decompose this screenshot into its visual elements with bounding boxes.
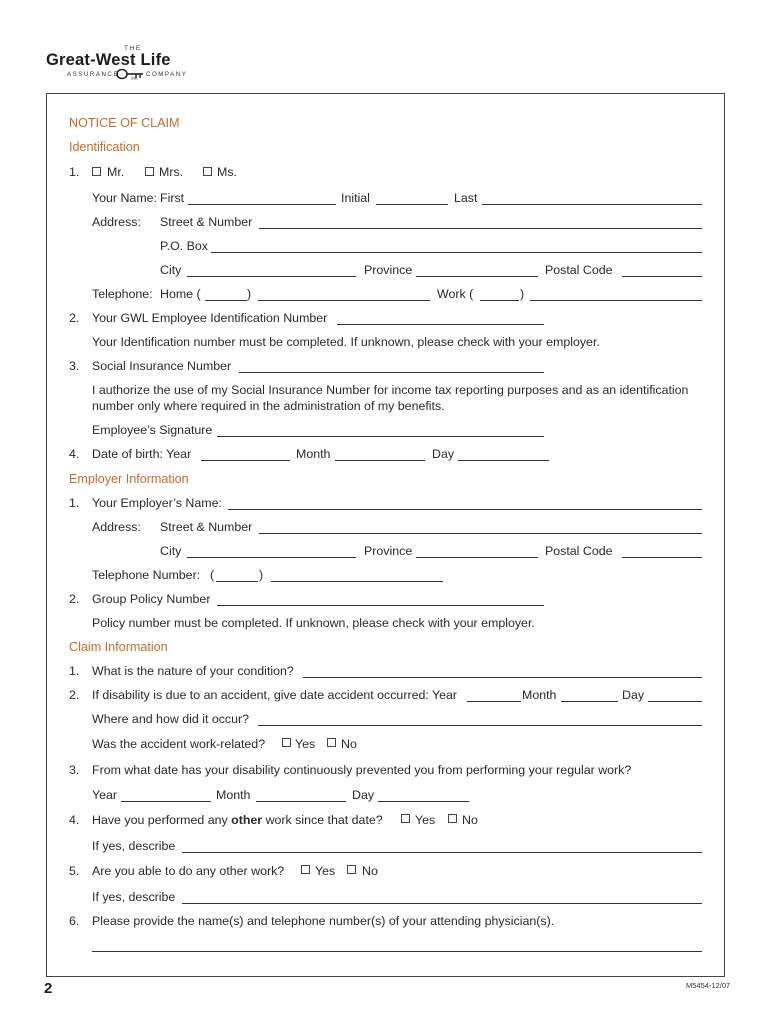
- since-month-field[interactable]: [256, 801, 346, 802]
- claim-q2-number: 2.: [69, 688, 80, 702]
- dob-month-label: Month: [296, 447, 331, 461]
- street-number-label: Street & Number: [160, 215, 253, 229]
- checkbox-mr[interactable]: [92, 167, 101, 176]
- logo-assurance: ASSURANCE: [67, 71, 120, 78]
- initial-field[interactable]: [376, 204, 448, 205]
- checkbox-mrs[interactable]: [145, 167, 154, 176]
- authorize-text-line1: I authorize the use of my Social Insurance Number for income tax reporting purposes and as an identification: [92, 383, 689, 397]
- po-box-field[interactable]: [211, 252, 702, 253]
- identification-heading: Identification: [69, 140, 140, 154]
- other-work-describe-label: If yes, describe: [92, 839, 176, 853]
- group-policy-field[interactable]: [217, 605, 544, 606]
- emp-street-field[interactable]: [259, 533, 702, 534]
- work-related-no-label: No: [341, 737, 357, 751]
- emp-area-code-field[interactable]: [216, 581, 258, 582]
- other-work-bold: other: [231, 813, 263, 827]
- work-related-yes-label: Yes: [295, 737, 316, 751]
- employer-name-label: Your Employer’s Name:: [92, 496, 222, 510]
- address-label: Address:: [92, 215, 141, 229]
- able-yes-label: Yes: [315, 864, 336, 878]
- last-name-field[interactable]: [482, 204, 702, 205]
- employer-name-field[interactable]: [228, 509, 702, 510]
- emp-q2-number: 2.: [69, 592, 80, 606]
- postal-code-label: Postal Code: [545, 263, 613, 277]
- claim-q3-number: 3.: [69, 763, 80, 777]
- able-other-work-label: Are you able to do any other work?: [92, 864, 285, 878]
- q3-number: 3.: [69, 359, 80, 373]
- since-month-label: Month: [216, 788, 251, 802]
- last-name-label: Last: [454, 191, 478, 205]
- claim-heading: Claim Information: [69, 640, 168, 654]
- authorize-text-line2: number only where required in the administration of my benefits.: [92, 399, 445, 413]
- emp-tel-paren-close: ): [259, 568, 264, 582]
- since-day-label: Day: [352, 788, 375, 802]
- your-name-label: Your Name:: [92, 191, 157, 205]
- home-phone-label: Home (: [160, 287, 201, 301]
- claim-q5-number: 5.: [69, 864, 80, 878]
- work-related-label: Was the accident work-related?: [92, 737, 266, 751]
- gwl-id-field[interactable]: [337, 324, 544, 325]
- claim-q1-number: 1.: [69, 664, 80, 678]
- since-day-field[interactable]: [378, 801, 469, 802]
- gwl-id-label: Your GWL Employee Identification Number: [92, 311, 328, 325]
- physicians-label: Please provide the name(s) and telephone number(s) of your attending physician(s).: [92, 914, 555, 928]
- physicians-field[interactable]: [92, 951, 702, 952]
- emp-phone-field[interactable]: [271, 581, 443, 582]
- able-describe-field[interactable]: [182, 903, 702, 904]
- accident-day-field[interactable]: [648, 701, 702, 702]
- nature-label: What is the nature of your condition?: [92, 664, 294, 678]
- key-logo-icon: [116, 68, 146, 80]
- dob-day-label: Day: [432, 447, 455, 461]
- signature-field[interactable]: [217, 436, 544, 437]
- home-area-code-field[interactable]: [205, 300, 247, 301]
- q2-number: 2.: [69, 311, 80, 325]
- dob-year-field[interactable]: [201, 460, 290, 461]
- checkbox-able-yes[interactable]: [301, 865, 310, 874]
- other-work-no-label: No: [462, 813, 478, 827]
- dob-day-field[interactable]: [458, 460, 549, 461]
- accident-day-label: Day: [622, 688, 645, 702]
- accident-year-field[interactable]: [467, 701, 521, 702]
- form-code: M5454-12/07: [686, 981, 731, 990]
- checkbox-other-work-yes[interactable]: [401, 814, 410, 823]
- sin-label: Social Insurance Number: [92, 359, 232, 373]
- checkbox-other-work-no[interactable]: [448, 814, 457, 823]
- province-label: Province: [364, 263, 413, 277]
- emp-q1-number: 1.: [69, 496, 80, 510]
- first-name-label: First: [160, 191, 185, 205]
- emp-city-field[interactable]: [187, 557, 356, 558]
- street-number-field[interactable]: [259, 228, 702, 229]
- accident-month-field[interactable]: [561, 701, 618, 702]
- key-logo-text: GWL: [131, 76, 139, 80]
- claim-q6-number: 6.: [69, 914, 80, 928]
- label-ms: Ms.: [217, 165, 237, 179]
- accident-month-label: Month: [522, 688, 557, 702]
- since-year-label: Year: [92, 788, 118, 802]
- telephone-label: Telephone:: [92, 287, 153, 301]
- id-note: Your Identification number must be completed. If unknown, please check with your employer.: [92, 335, 600, 349]
- accident-year-label: If disability is due to an accident, give date accident occurred: Year: [92, 688, 458, 702]
- work-phone-field[interactable]: [530, 300, 702, 301]
- emp-province-label: Province: [364, 544, 413, 558]
- province-field[interactable]: [416, 276, 538, 277]
- checkbox-ms[interactable]: [203, 167, 212, 176]
- other-work-describe-field[interactable]: [182, 852, 702, 853]
- other-work-question: [92, 813, 383, 827]
- policy-note: Policy number must be completed. If unknown, please check with your employer.: [92, 616, 535, 630]
- page-number: 2: [44, 980, 53, 997]
- q1-number: 1.: [69, 165, 80, 179]
- logo-company: COMPANY: [146, 71, 188, 78]
- form-title: NOTICE OF CLAIM: [69, 116, 180, 130]
- dob-year-label: Date of birth: Year: [92, 447, 192, 461]
- home-paren-close: ): [247, 287, 252, 301]
- emp-city-label: City: [160, 544, 182, 558]
- group-policy-label: Group Policy Number: [92, 592, 211, 606]
- dob-month-field[interactable]: [335, 460, 425, 461]
- emp-street-label: Street & Number: [160, 520, 253, 534]
- label-mr: Mr.: [107, 165, 125, 179]
- logo-the: THE: [124, 45, 142, 52]
- employer-heading: Employer Information: [69, 472, 189, 486]
- label-mrs: Mrs.: [159, 165, 184, 179]
- since-year-field[interactable]: [121, 801, 211, 802]
- signature-label: Employee’s Signature: [92, 423, 213, 437]
- emp-province-field[interactable]: [416, 557, 538, 558]
- first-name-field[interactable]: [188, 204, 336, 205]
- work-area-code-field[interactable]: [480, 300, 519, 301]
- continuous-since-label: From what date has your disability continuously prevented you from performing your regular work?: [92, 763, 632, 777]
- other-work-yes-label: Yes: [415, 813, 436, 827]
- nature-field[interactable]: [303, 677, 702, 678]
- emp-postal-field[interactable]: [622, 557, 702, 558]
- emp-address-label: Address:: [92, 520, 141, 534]
- emp-telephone-label: Telephone Number:: [92, 568, 201, 582]
- postal-code-field[interactable]: [622, 276, 702, 277]
- able-describe-label: If yes, describe: [92, 890, 176, 904]
- checkbox-work-related-no[interactable]: [327, 738, 336, 747]
- where-how-field[interactable]: [258, 725, 702, 726]
- emp-tel-paren-open: (: [210, 568, 215, 582]
- work-paren-close: ): [520, 287, 525, 301]
- where-how-label: Where and how did it occur?: [92, 712, 250, 726]
- able-no-label: No: [362, 864, 378, 878]
- home-phone-field[interactable]: [258, 300, 430, 301]
- city-label: City: [160, 263, 182, 277]
- checkbox-work-related-yes[interactable]: [282, 738, 291, 747]
- work-phone-label: Work (: [437, 287, 474, 301]
- checkbox-able-no[interactable]: [347, 865, 356, 874]
- q4-number: 4.: [69, 447, 80, 461]
- po-box-label: P.O. Box: [160, 239, 208, 253]
- sin-field[interactable]: [239, 372, 544, 373]
- city-field[interactable]: [187, 276, 356, 277]
- other-work-pre: Have you performed any: [92, 813, 228, 827]
- emp-postal-label: Postal Code: [545, 544, 613, 558]
- claim-q4-number: 4.: [69, 813, 80, 827]
- logo-wordmark: Great-West Life: [46, 51, 171, 69]
- initial-label: Initial: [341, 191, 370, 205]
- other-work-post: work since that date?: [265, 813, 383, 827]
